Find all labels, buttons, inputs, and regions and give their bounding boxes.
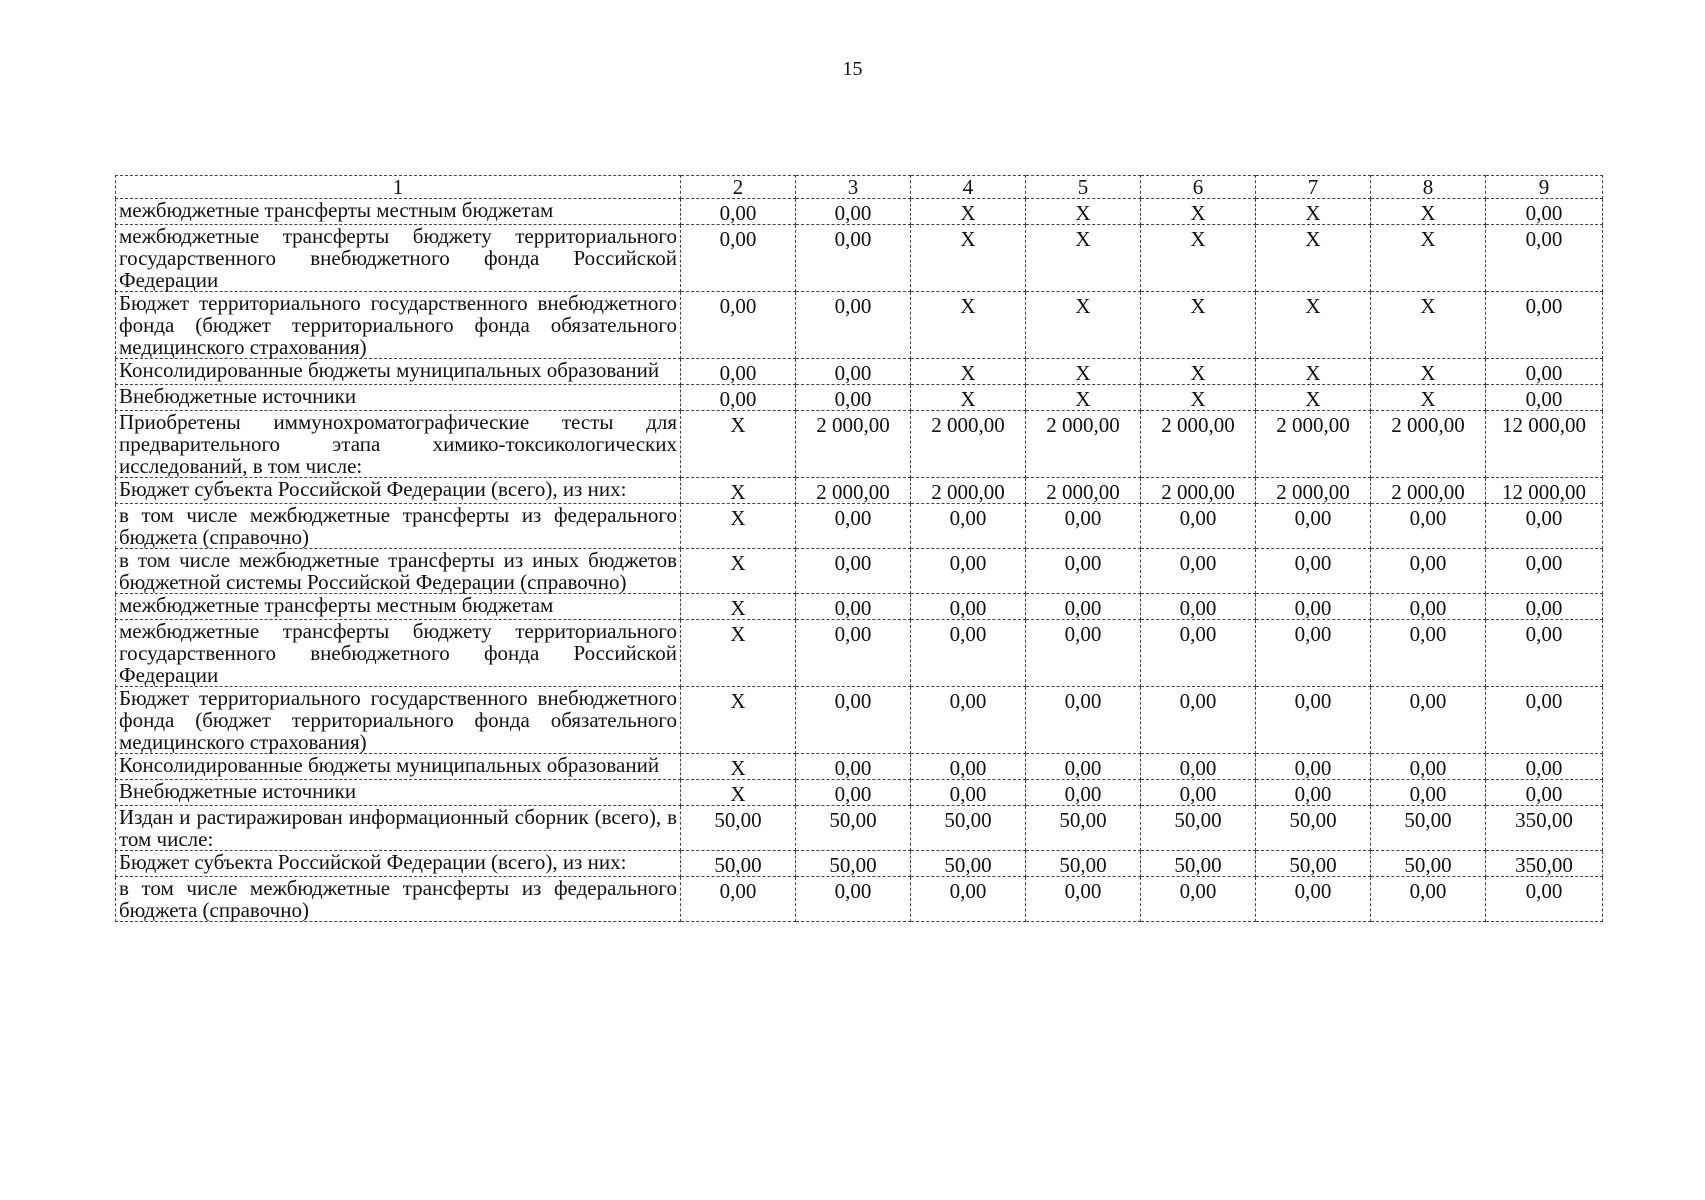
table-row — [116, 385, 1603, 411]
cell-value: 0,00 — [1256, 620, 1371, 687]
cell-value: 0,00 — [1486, 199, 1603, 225]
cell-value: 0,00 — [1486, 385, 1603, 411]
cell-value: X — [1371, 359, 1486, 385]
column-header: 6 — [1141, 176, 1256, 199]
cell-value: 2 000,00 — [1371, 411, 1486, 478]
cell-value: X — [681, 780, 796, 806]
cell-value: X — [1026, 199, 1141, 225]
cell-value: X — [1141, 385, 1256, 411]
cell-value: X — [911, 292, 1026, 359]
cell-value: 50,00 — [911, 851, 1026, 877]
cell-value: 0,00 — [1026, 620, 1141, 687]
cell-value: 0,00 — [1486, 549, 1603, 594]
cell-value: 2 000,00 — [911, 411, 1026, 478]
cell-value: X — [1141, 199, 1256, 225]
cell-value: 2 000,00 — [796, 478, 911, 504]
row-label: межбюджетные трансферты бюджету территориального государственного внебюджетного фонда Российской Федерации — [116, 225, 681, 292]
cell-value: 0,00 — [796, 877, 911, 922]
cell-value: 50,00 — [681, 806, 796, 851]
column-header: 3 — [796, 176, 911, 199]
cell-value: X — [1141, 359, 1256, 385]
cell-value: 0,00 — [1486, 292, 1603, 359]
cell-value: X — [1026, 225, 1141, 292]
cell-value: 0,00 — [1026, 594, 1141, 620]
cell-value: 0,00 — [1026, 687, 1141, 754]
cell-value: 0,00 — [1371, 549, 1486, 594]
cell-value: 0,00 — [796, 687, 911, 754]
table-row — [116, 411, 1603, 478]
cell-value: 0,00 — [796, 754, 911, 780]
cell-value: 0,00 — [1371, 754, 1486, 780]
cell-value: X — [911, 225, 1026, 292]
cell-value: 50,00 — [796, 806, 911, 851]
cell-value: 0,00 — [1256, 754, 1371, 780]
cell-value: 0,00 — [1486, 877, 1603, 922]
cell-value: 0,00 — [1486, 594, 1603, 620]
cell-value: 0,00 — [1256, 877, 1371, 922]
column-header: 9 — [1486, 176, 1603, 199]
table-row — [116, 877, 1603, 922]
cell-value: 2 000,00 — [1371, 478, 1486, 504]
cell-value: 50,00 — [1026, 806, 1141, 851]
row-label: в том числе межбюджетные трансферты из иных бюджетов бюджетной системы Российской Федерации (справочно) — [116, 549, 681, 594]
cell-value: X — [1256, 225, 1371, 292]
cell-value: 50,00 — [1256, 851, 1371, 877]
cell-value: X — [681, 620, 796, 687]
cell-value: X — [1141, 225, 1256, 292]
cell-value: 0,00 — [1371, 877, 1486, 922]
cell-value: X — [681, 549, 796, 594]
table-row — [116, 754, 1603, 780]
cell-value: X — [1026, 385, 1141, 411]
cell-value: 0,00 — [1371, 687, 1486, 754]
cell-value: 0,00 — [1141, 877, 1256, 922]
table-row — [116, 851, 1603, 877]
cell-value: 0,00 — [796, 292, 911, 359]
cell-value: X — [1371, 385, 1486, 411]
cell-value: 0,00 — [796, 199, 911, 225]
row-label: Приобретены иммунохроматографические тесты для предварительного этапа химико-токсикологических исследований, в том числе: — [116, 411, 681, 478]
cell-value: X — [681, 504, 796, 549]
column-header: 8 — [1371, 176, 1486, 199]
cell-value: X — [1256, 199, 1371, 225]
cell-value: 0,00 — [1371, 504, 1486, 549]
cell-value: X — [681, 687, 796, 754]
cell-value: 0,00 — [1141, 754, 1256, 780]
table-row — [116, 687, 1603, 754]
cell-value: 0,00 — [796, 504, 911, 549]
cell-value: 0,00 — [1026, 877, 1141, 922]
cell-value: 50,00 — [911, 806, 1026, 851]
cell-value: X — [1256, 359, 1371, 385]
cell-value: 0,00 — [796, 594, 911, 620]
table-row — [116, 359, 1603, 385]
table-row — [116, 620, 1603, 687]
cell-value: 0,00 — [1486, 359, 1603, 385]
cell-value: 2 000,00 — [1256, 478, 1371, 504]
row-label: Консолидированные бюджеты муниципальных образований — [116, 359, 681, 385]
cell-value: 0,00 — [1256, 594, 1371, 620]
row-label: Бюджет территориального государственного внебюджетного фонда (бюджет территориального фонда обязательного медицинского страхования) — [116, 292, 681, 359]
cell-value: 2 000,00 — [1256, 411, 1371, 478]
column-header: 7 — [1256, 176, 1371, 199]
cell-value: 0,00 — [911, 549, 1026, 594]
cell-value: 0,00 — [1026, 780, 1141, 806]
cell-value: X — [1256, 292, 1371, 359]
cell-value: 0,00 — [1256, 687, 1371, 754]
cell-value: 50,00 — [1371, 851, 1486, 877]
cell-value: X — [1371, 292, 1486, 359]
column-header: 1 — [116, 176, 681, 199]
cell-value: 0,00 — [796, 549, 911, 594]
row-label: межбюджетные трансферты бюджету территориального государственного внебюджетного фонда Российской Федерации — [116, 620, 681, 687]
cell-value: 2 000,00 — [796, 411, 911, 478]
table-body — [116, 199, 1603, 922]
table-row — [116, 478, 1603, 504]
cell-value: 0,00 — [1486, 687, 1603, 754]
cell-value: 350,00 — [1486, 851, 1603, 877]
row-label: Бюджет субъекта Российской Федерации (всего), из них: — [116, 478, 681, 504]
cell-value: X — [911, 385, 1026, 411]
page-number: 15 — [842, 58, 863, 80]
cell-value: 0,00 — [1026, 549, 1141, 594]
cell-value: 0,00 — [681, 225, 796, 292]
row-label: межбюджетные трансферты местным бюджетам — [116, 594, 681, 620]
cell-value: 0,00 — [1371, 594, 1486, 620]
cell-value: 50,00 — [1371, 806, 1486, 851]
cell-value: X — [1026, 359, 1141, 385]
cell-value: 0,00 — [1486, 754, 1603, 780]
table-row — [116, 504, 1603, 549]
cell-value: 50,00 — [1256, 806, 1371, 851]
row-label: Бюджет территориального государственного внебюджетного фонда (бюджет территориального фонда обязательного медицинского страхования) — [116, 687, 681, 754]
cell-value: 2 000,00 — [1026, 411, 1141, 478]
cell-value: 50,00 — [1141, 851, 1256, 877]
cell-value: 0,00 — [681, 877, 796, 922]
cell-value: 2 000,00 — [1141, 411, 1256, 478]
cell-value: 0,00 — [1486, 620, 1603, 687]
cell-value: X — [1371, 225, 1486, 292]
table-row — [116, 199, 1603, 225]
row-label: Внебюджетные источники — [116, 780, 681, 806]
row-label: Внебюджетные источники — [116, 385, 681, 411]
cell-value: 0,00 — [1486, 225, 1603, 292]
cell-value: X — [1371, 199, 1486, 225]
table-row — [116, 225, 1603, 292]
cell-value: 2 000,00 — [1026, 478, 1141, 504]
cell-value: 50,00 — [796, 851, 911, 877]
cell-value: 0,00 — [1141, 620, 1256, 687]
cell-value: 0,00 — [911, 620, 1026, 687]
row-label: в том числе межбюджетные трансферты из федерального бюджета (справочно) — [116, 504, 681, 549]
cell-value: 0,00 — [1141, 504, 1256, 549]
cell-value: 0,00 — [1256, 504, 1371, 549]
column-header: 2 — [681, 176, 796, 199]
table-row — [116, 292, 1603, 359]
cell-value: 0,00 — [1371, 620, 1486, 687]
cell-value: 0,00 — [1026, 754, 1141, 780]
cell-value: 0,00 — [796, 359, 911, 385]
header-row — [116, 176, 1603, 199]
cell-value: X — [681, 411, 796, 478]
cell-value: X — [681, 754, 796, 780]
cell-value: 12 000,00 — [1486, 478, 1603, 504]
table-row — [116, 806, 1603, 851]
cell-value: 0,00 — [796, 385, 911, 411]
cell-value: 0,00 — [1486, 780, 1603, 806]
cell-value: 0,00 — [1141, 687, 1256, 754]
table-row — [116, 549, 1603, 594]
cell-value: 2 000,00 — [1141, 478, 1256, 504]
cell-value: 0,00 — [1141, 594, 1256, 620]
cell-value: X — [681, 594, 796, 620]
cell-value: 0,00 — [911, 594, 1026, 620]
cell-value: 0,00 — [1141, 549, 1256, 594]
cell-value: 50,00 — [1026, 851, 1141, 877]
cell-value: 0,00 — [911, 780, 1026, 806]
cell-value: 0,00 — [681, 385, 796, 411]
row-label: Консолидированные бюджеты муниципальных образований — [116, 754, 681, 780]
cell-value: 0,00 — [1486, 504, 1603, 549]
cell-value: 50,00 — [681, 851, 796, 877]
cell-value: 350,00 — [1486, 806, 1603, 851]
cell-value: 2 000,00 — [911, 478, 1026, 504]
cell-value: 0,00 — [796, 620, 911, 687]
row-label: в том числе межбюджетные трансферты из федерального бюджета (справочно) — [116, 877, 681, 922]
cell-value: 0,00 — [911, 877, 1026, 922]
cell-value: X — [1256, 385, 1371, 411]
cell-value: 0,00 — [796, 225, 911, 292]
table-row — [116, 594, 1603, 620]
cell-value: 50,00 — [1141, 806, 1256, 851]
column-header: 5 — [1026, 176, 1141, 199]
cell-value: X — [911, 359, 1026, 385]
table-row — [116, 780, 1603, 806]
cell-value: 0,00 — [1256, 549, 1371, 594]
cell-value: X — [1026, 292, 1141, 359]
cell-value: 0,00 — [1026, 504, 1141, 549]
cell-value: 12 000,00 — [1486, 411, 1603, 478]
cell-value: X — [1141, 292, 1256, 359]
cell-value: 0,00 — [681, 199, 796, 225]
cell-value: X — [911, 199, 1026, 225]
row-label: Бюджет субъекта Российской Федерации (всего), из них: — [116, 851, 681, 877]
cell-value: X — [681, 478, 796, 504]
cell-value: 0,00 — [911, 504, 1026, 549]
budget-table — [115, 175, 1603, 922]
cell-value: 0,00 — [1371, 780, 1486, 806]
cell-value: 0,00 — [1141, 780, 1256, 806]
cell-value: 0,00 — [911, 687, 1026, 754]
column-header: 4 — [911, 176, 1026, 199]
cell-value: 0,00 — [681, 359, 796, 385]
row-label: межбюджетные трансферты местным бюджетам — [116, 199, 681, 225]
cell-value: 0,00 — [681, 292, 796, 359]
cell-value: 0,00 — [1256, 780, 1371, 806]
cell-value: 0,00 — [911, 754, 1026, 780]
cell-value: 0,00 — [796, 780, 911, 806]
row-label: Издан и растиражирован информационный сборник (всего), в том числе: — [116, 806, 681, 851]
